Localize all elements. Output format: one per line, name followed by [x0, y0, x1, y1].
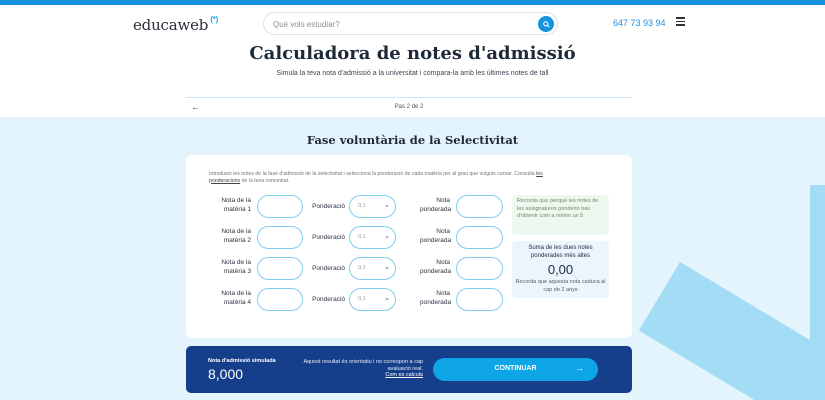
subject-row-1 — [186, 195, 516, 219]
weight-label: Ponderació — [312, 296, 345, 303]
how-calculated-link[interactable]: Com es calcula — [385, 372, 423, 378]
chevron-down-icon: ⌄ — [384, 295, 390, 302]
logo-mark: (*) — [210, 15, 219, 24]
subject-row-3 — [186, 257, 516, 281]
page-subtitle: Simula la teva nota d'admissió a la universitat i compara-la amb les últimes notes de tall — [276, 70, 549, 77]
subject-row-4 — [186, 288, 516, 312]
result-value: 8,000 — [208, 366, 244, 382]
result-bar — [186, 346, 632, 393]
grades-card — [186, 155, 632, 338]
search-bar — [263, 12, 558, 35]
sum-title: Suma de les dues notes ponderades més altes — [528, 245, 593, 259]
step-indicator: Pas 2 de 2 — [394, 104, 424, 110]
decorative-shape-diagonal — [639, 262, 825, 400]
subject-3-weight-select[interactable] — [349, 257, 396, 280]
page-title: Calculadora de notes d'admissió — [249, 43, 576, 64]
continue-label: CONTINUAR — [494, 365, 537, 372]
search-input[interactable] — [273, 17, 523, 31]
chevron-down-icon: ⌄ — [384, 264, 390, 271]
weight-value: 0,1 — [358, 234, 366, 240]
sum-box — [512, 241, 609, 298]
result-note-text: Aquest resultat és orientatiu i no correspon a cap avaluació real. — [303, 359, 423, 372]
chevron-down-icon: ⌄ — [384, 202, 390, 209]
weight-value: 0,1 — [358, 265, 366, 271]
weight-label: Ponderació — [312, 234, 345, 241]
result-note — [298, 359, 423, 379]
subject-2-weighted-input[interactable] — [456, 226, 503, 249]
chevron-down-icon: ⌄ — [384, 233, 390, 240]
subject-3-grade-input[interactable] — [257, 257, 303, 280]
subject-4-weighted-input[interactable] — [456, 288, 503, 311]
subject-1-weight-select[interactable] — [349, 195, 396, 218]
subject-4-grade-input[interactable] — [257, 288, 303, 311]
subject-grade-label: Nota de la matèria 1 — [221, 197, 251, 213]
hamburger-menu-icon[interactable] — [676, 17, 685, 26]
search-icon — [543, 21, 550, 28]
subject-3-weighted-input[interactable] — [456, 257, 503, 280]
subject-grade-label: Nota de la matèria 3 — [221, 259, 251, 275]
section-title: Fase voluntària de la Selectivitat — [306, 133, 519, 147]
logo-text: educaweb — [133, 16, 209, 34]
sum-note: Recorda que aquesta nota caduca al cap de 2 anys — [515, 279, 606, 293]
ponderacions-link[interactable]: les ponderacions — [209, 171, 543, 184]
weight-label: Ponderació — [312, 203, 345, 210]
subject-row-2 — [186, 226, 516, 250]
subject-2-grade-input[interactable] — [257, 226, 303, 249]
logo[interactable] — [133, 16, 218, 34]
minimum-grade-notice: Recorda que perquè les notes de les assignatures ponderin has d'obtenir com a mínim un 5 — [512, 195, 609, 235]
back-arrow-icon[interactable]: ← — [191, 102, 200, 112]
decorative-shape-vertical — [810, 185, 825, 400]
weighted-grade-label: Nota ponderada — [420, 228, 452, 244]
intro-text — [209, 171, 549, 184]
sum-value: 0,00 — [547, 262, 574, 277]
phone-link[interactable]: 647 73 93 94 — [613, 18, 666, 28]
continue-button[interactable] — [433, 358, 598, 381]
arrow-right-icon: → — [575, 363, 584, 373]
weight-label: Ponderació — [312, 265, 345, 272]
header — [0, 5, 825, 117]
result-label: Nota d'admissió simulada — [208, 358, 276, 364]
search-button[interactable] — [538, 16, 554, 32]
subject-1-grade-input[interactable] — [257, 195, 303, 218]
subject-1-weighted-input[interactable] — [456, 195, 503, 218]
weight-value: 0,1 — [358, 296, 366, 302]
subject-2-weight-select[interactable] — [349, 226, 396, 249]
intro-text-post: de la teva comunitat. — [240, 177, 290, 184]
intro-text-pre: Introdueix les notes de la fase d'admissió de la selectivitat i selecciona la ponderació de cada matèria per al grau que vulguis cursar. Consulta — [209, 171, 537, 177]
weight-value: 0,1 — [358, 203, 366, 209]
subject-grade-label: Nota de la matèria 2 — [221, 228, 251, 244]
subject-grade-label: Nota de la matèria 4 — [221, 290, 251, 306]
stepper — [186, 97, 632, 117]
subject-4-weight-select[interactable] — [349, 288, 396, 311]
weighted-grade-label: Nota ponderada — [420, 290, 452, 306]
weighted-grade-label: Nota ponderada — [420, 197, 452, 213]
weighted-grade-label: Nota ponderada — [420, 259, 452, 275]
